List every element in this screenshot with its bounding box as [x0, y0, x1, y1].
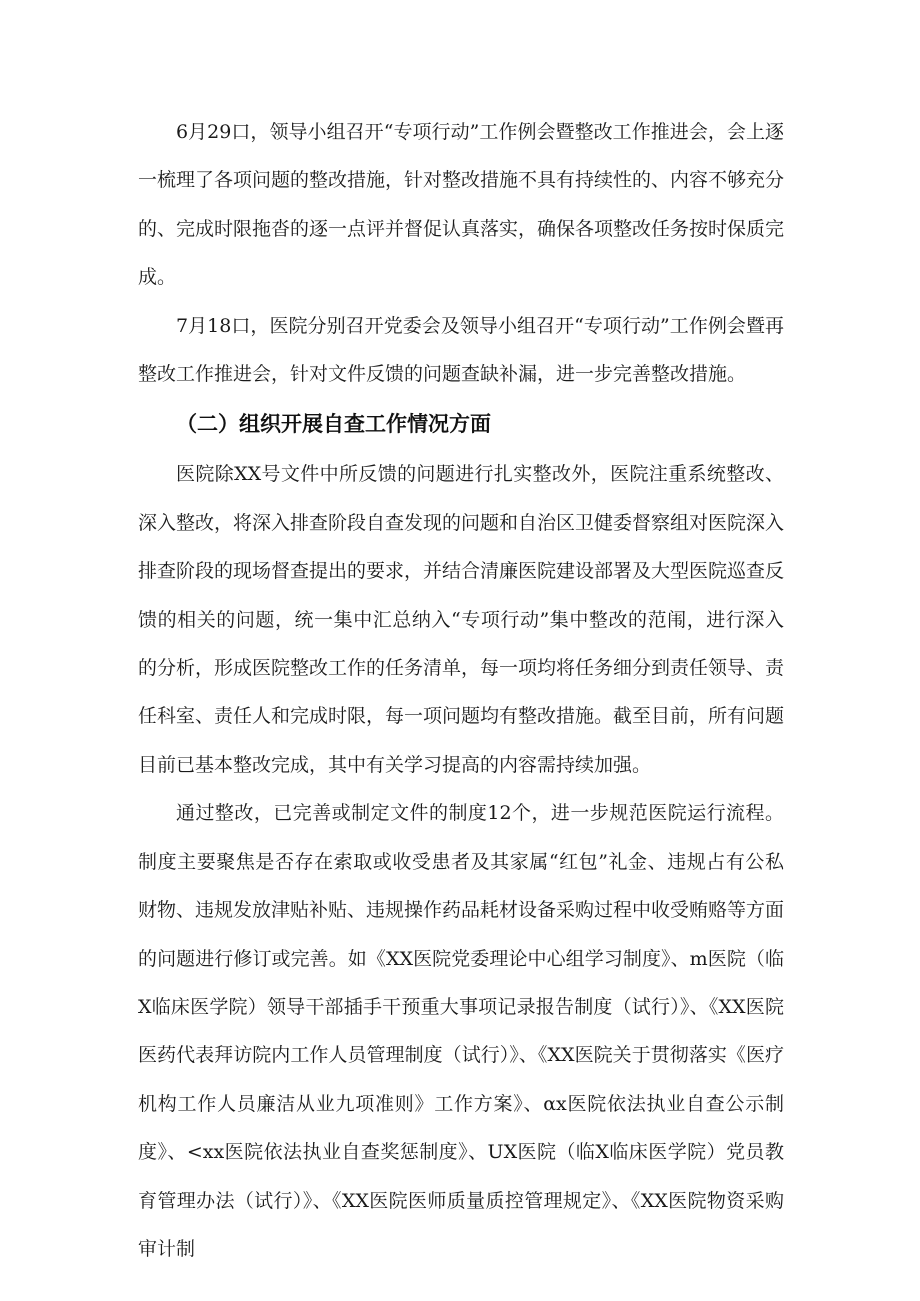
paragraph-july-18: 7月18口，医院分别召开党委会及领导小组召开“专项行动”工作例会暨再整改工作推进会，针对文件反馈的问题查缺补漏，进一步完善整改措施。	[138, 314, 784, 386]
section-heading: （二）组织开展自查工作情况方面	[176, 412, 491, 437]
paragraph-june-29: 6月29口，领导小组召开“专项行动”工作例会暨整改工作推进会，会上逐一梳理了各项问题的整改措施，针对整改措施不具有持续性的、内容不够充分的、完成时限拖沓的逐一点评并督促认真落实，确保各项整改任务按时保质完成。	[138, 121, 785, 289]
document-page	[138, 108, 784, 1273]
paragraph-rectification-systems: 通过整改，已完善或制定文件的制度12个，进一步规范医院运行流程。制度主要聚焦是否存在索取或收受患者及其家属“红包”礼金、违规占有公私财物、违规发放津贴补贴、违规操作药品耗材设备采购过程中收受贿赂等方面的问题进行修订或完善。如《XX医院党委理论中心组学习制度》、m医院（临X临床医学院）领导干部插手干预重大事项记录报告制度（试行）》、《XX医院医药代表拜访院内工作人员管理制度（试行）》、《XX医院关于贯彻落实《医疗机构工作人员廉洁从业九项准则》工作方案》、αx医院依法执业自查公示制度》、<xx医院依法执业自查奖惩制度》、UX医院（临X临床医学院）党员教育管理办法（试行）》、《XX医院医师质量质控管理规定》、《XX医院物资采购审计制	[138, 802, 785, 1260]
paragraph-self-inspection: 医院除XX号文件中所反馈的问题进行扎实整改外，医院注重系统整改、深入整改，将深入排查阶段自查发现的问题和自治区卫健委督察组对医院深入排查阶段的现场督查提出的要求，并结合清廉医院建设部署及大型医院巡查反馈的相关的问题，统一集中汇总纳入“专项行动”集中整改的范闱，进行深入的分析，形成医院整改工作的任务清单，每一项均将任务细分到责任领导、责任科室、责任人和完成时限，每一项问题均有整改措施。截至目前，所有问题目前已基本整改完成，其中有关学习提高的内容需持续加强。	[138, 463, 785, 776]
